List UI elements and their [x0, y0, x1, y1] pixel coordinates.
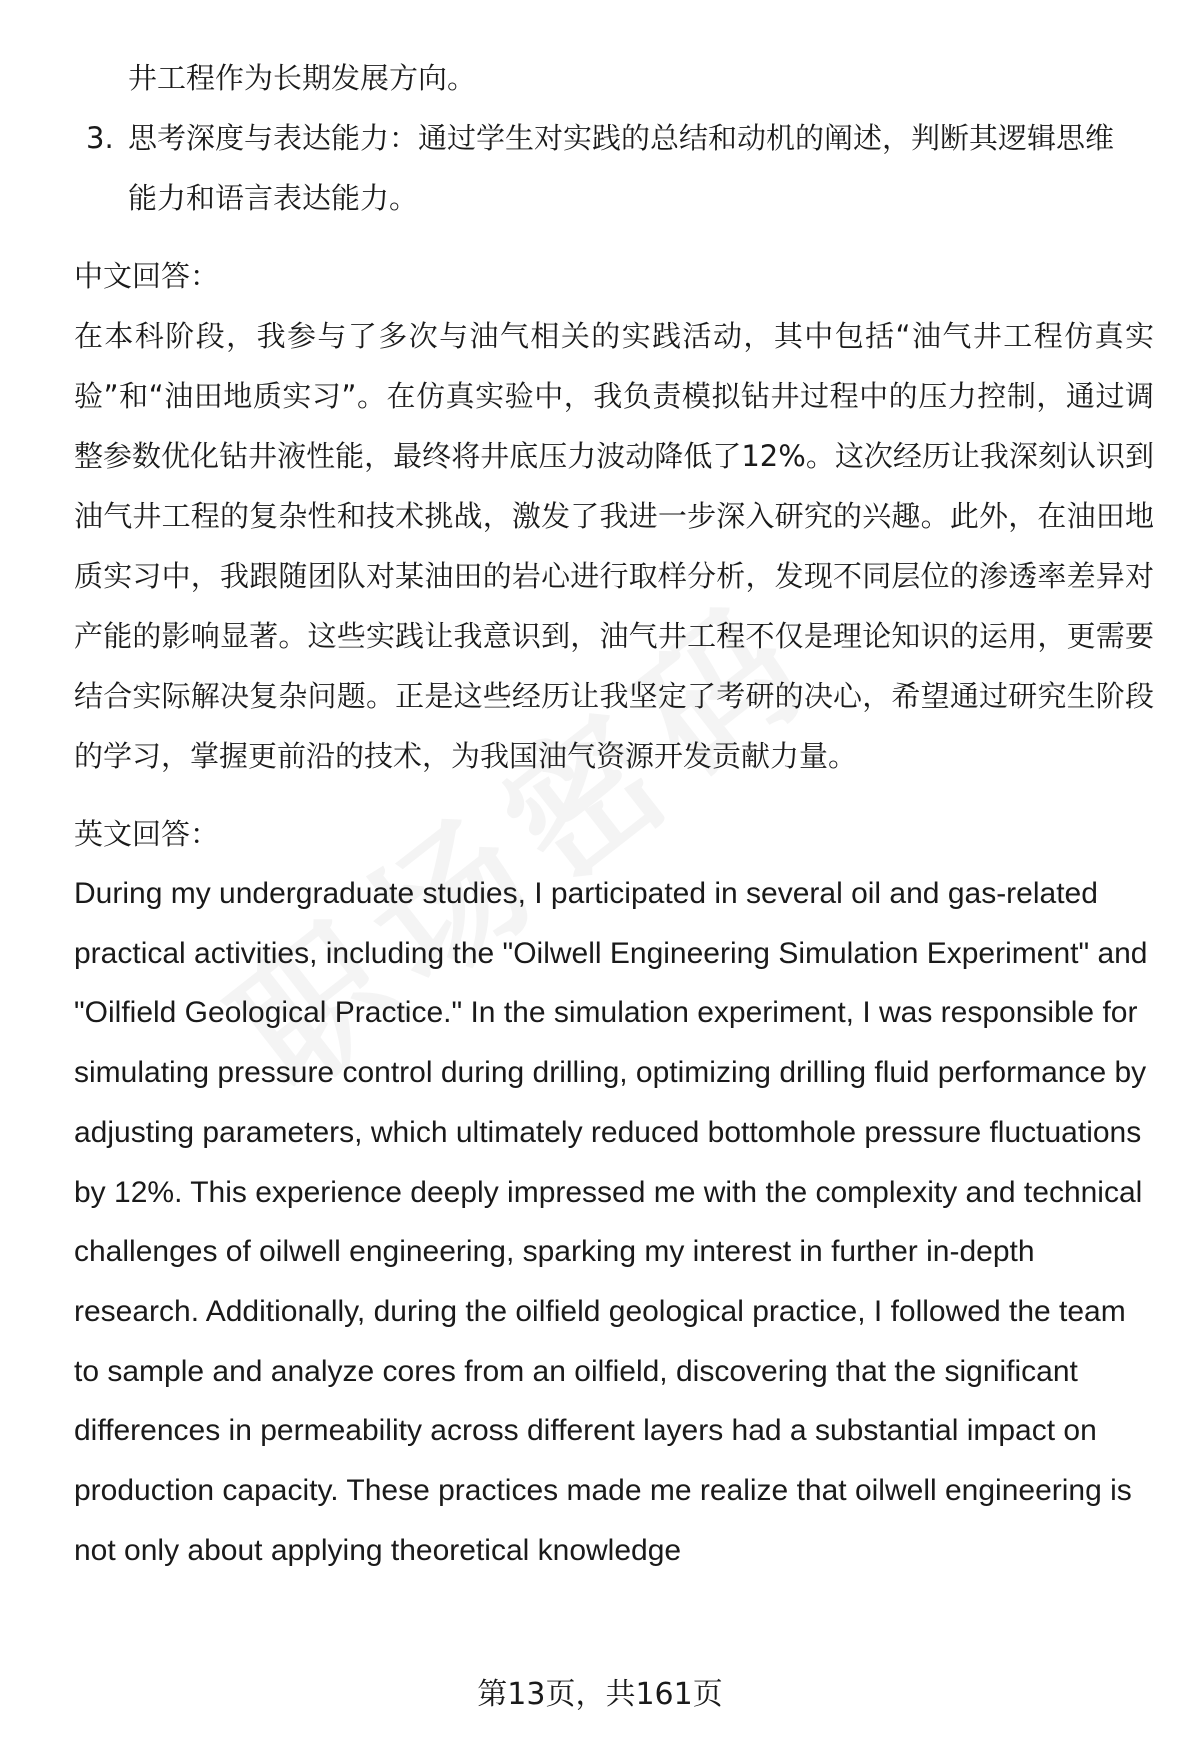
list-item-2-continuation: 井工程作为长期发展方向。 — [128, 61, 477, 95]
page-number-footer: 第13页，共161页 — [477, 1677, 723, 1712]
page-content — [74, 48, 1154, 1580]
chinese-answer-body: 在本科阶段，我参与了多次与油气相关的实践活动，其中包括“油气井工程仿真实验”和“油田地质实习”。在仿真实验中，我负责模拟钻井过程中的压力控制，通过调整参数优化钻井液性能，最终将井底压力波动降低了12%。这次经历让我深刻认识到油气井工程的复杂性和技术挑战，激发了我进一步深入研究的兴趣。此外，在油田地质实习中，我跟随团队对某油田的岩心进行取样分析，发现不同层位的渗透率差异对产能的影响显著。这些实践让我意识到，油气井工程不仅是理论知识的运用，更需要结合实际解决复杂问题。正是这些经历让我坚定了考研的决心，希望通过研究生阶段的学习，掌握更前沿的技术，为我国油气资源开发贡献力量。 — [74, 319, 1154, 773]
english-answer-body: During my undergraduate studies, I participated in several oil and gas-related practical activities, including the "Oilwell Engineering Simulation Experiment" and "Oilfield Geological Practice." In the simulation experiment, I was responsible for simulating pressure control during drilling, optimizing drilling fluid performance by adjusting parameters, which ultimately reduced bottomhole pressure fluctuations by 12%. This experience deeply impressed me with the complexity and technical challenges of oilwell engineering, sparking my interest in further in-depth research. Additionally, during the oilfield geological practice, I followed the team to sample and analyze cores from an oilfield, discovering that the significant differences in permeability across different layers had a substantial impact on production capacity. These practices made me realize that oilwell engineering is not only about applying theoretical knowledge — [74, 877, 1148, 1567]
list-item-3-text: 思考深度与表达能力：通过学生对实践的总结和动机的阐述，判断其逻辑思维 — [128, 121, 1115, 155]
list-item-3 — [74, 108, 1154, 168]
list-item-3-number: 3. — [86, 121, 114, 155]
english-answer-heading: 英文回答： — [74, 817, 220, 851]
list-item-3-continuation: 能力和语言表达能力。 — [128, 181, 419, 215]
chinese-answer-heading: 中文回答： — [74, 259, 220, 293]
